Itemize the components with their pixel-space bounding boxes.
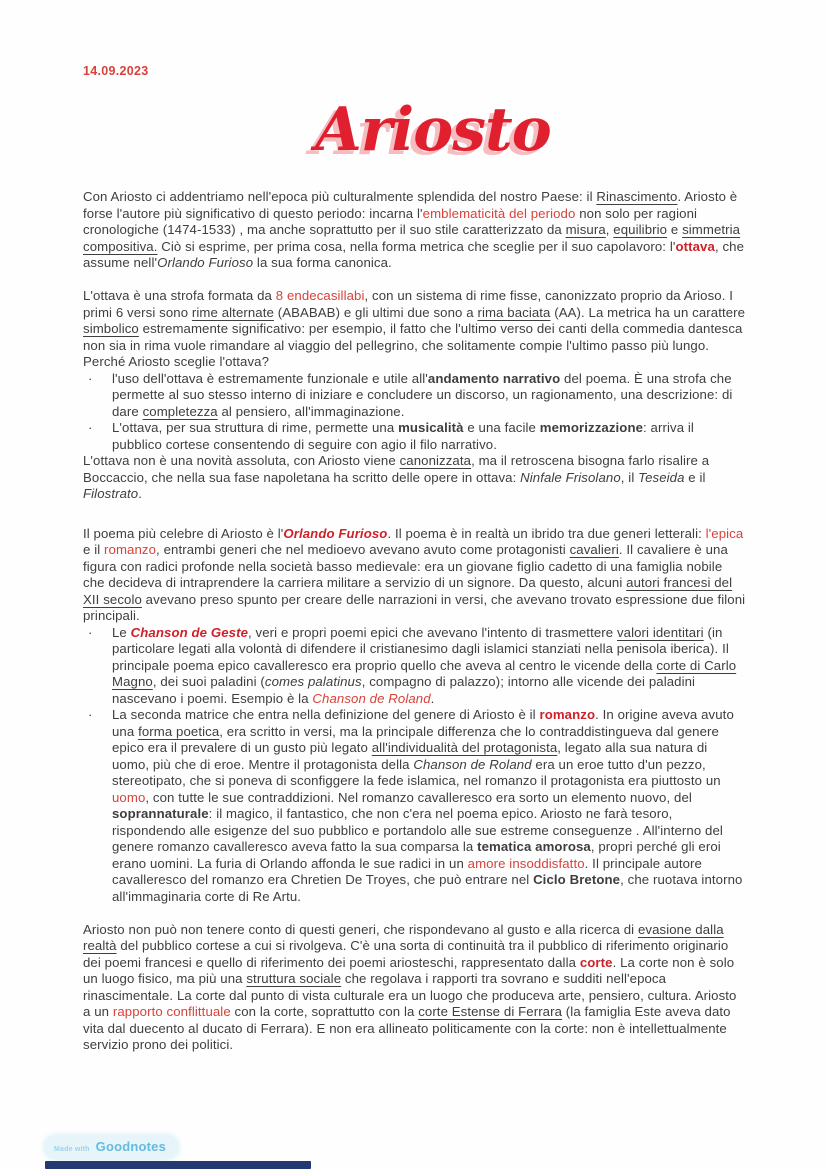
text-run: L'ottava non è una novità assoluta, con Ariosto viene [83, 453, 400, 468]
bullet-marker-icon: · [88, 420, 93, 435]
text-run: La seconda matrice che entra nella definizione del genere di Ariosto è il [112, 707, 540, 722]
text-run: Chanson de Roland [312, 690, 431, 706]
badge-prefix-label: Made with [54, 1146, 90, 1153]
text-run: Le [112, 624, 131, 640]
text-run: Il poema più celebre di Ariosto è l' [83, 525, 284, 541]
text-run: e il [684, 469, 706, 485]
text-run: Ariosto non può non tenere conto di questi generi, che rispondevano al gusto e alla ricerca di [83, 921, 638, 937]
goodnotes-badge[interactable] [44, 1135, 179, 1159]
text-run: L'ottava, per sua struttura di rime, permette una [112, 420, 399, 435]
text-run: , con tutte le sue contraddizioni. Nel romanzo cavalleresco era sorto un elemento nuovo, del [145, 789, 692, 805]
text-run: , [605, 222, 614, 237]
text-run: non solo per ragioni cronologiche (1474-1533) , ma anche soprattutto per il suo stile caratterizzato da [83, 205, 698, 237]
text-run: evasione dalla realtà [83, 921, 724, 953]
text-run: , dei suoi paladini ( [152, 674, 265, 689]
text-run: romanzo [104, 542, 157, 557]
text-run: l'uso dell'ottava è estremamente funzionale e utile all' [112, 370, 428, 386]
text-run: , legato alla sua natura di uomo, più che di eroe. Mentre il protagonista della [112, 740, 708, 772]
text-run: musicalità [398, 420, 464, 435]
text-run: (la famiglia Este aveva dato vita dal duecento al ducato di Ferrara). E non era allineato politicamente con la corte: non è intellettualmente servizio prono dei politici. [83, 1004, 731, 1052]
text-run: l'epica [705, 525, 744, 541]
bullet-marker-icon: · [88, 624, 93, 640]
text-run: . Il poema è in realtà un ibrido tra due generi letterali: [387, 525, 706, 541]
text-run: uomo [112, 789, 146, 805]
text-run: (AA). La metrica ha un carattere [550, 304, 746, 320]
text-run: . Il principale autore cavalleresco del romanzo era Chretien De Troyes, che può entrare nel [112, 855, 702, 887]
text-run: , che ruotava intorno all'immaginaria corte di Re Artu. [112, 872, 743, 904]
text-run: romanzo [539, 707, 596, 722]
bullet-marker-icon: · [88, 707, 93, 722]
text-run: corte [579, 954, 613, 970]
text-run: rime alternate [191, 304, 274, 320]
text-run: equilibrio [613, 222, 668, 237]
text-run: L'ottava è una strofa formata da [83, 288, 276, 303]
text-run: , era scritto in versi, ma la principale differenza che lo contraddistingueva dal genere epico era il prevalere di un gusto più legato [112, 723, 719, 755]
text-run: : il magico, il fantastico, che non c'era nel poema epico. Ariosto ne farà tesoro, rispondendo alle esigenze del suo pubblico e portandolo alle sue estreme conseguenze . All'interno del genere romanzo cavalleresco aveva fatto la sua comparsa la [112, 806, 723, 854]
text-run: e una facile [463, 420, 540, 435]
text-run: 8 endecasillabi [275, 288, 365, 303]
text-run: autori francesi del XII secolo [83, 575, 733, 607]
text-run: rapporto conflittuale [112, 1004, 231, 1019]
text-run: . [430, 690, 435, 706]
text-run: (in particolare legati alla volontà di difendere il cristianesimo dagli islamici stanziati nella penisola iberica). Il principale poema epico cavalleresco era proprio quello che aveva al centro le vicende della [112, 624, 729, 673]
text-run: . Il cavaliere è una figura con radici profonde nella società basso medievale: era un giovane figlio cadetto di una famiglia nobile che decideva di intraprendere la carriera militare a servizio di un signore. Da questo, alcuni [83, 542, 728, 590]
bullet-item [83, 707, 747, 905]
text-run: valori identitari [616, 624, 704, 640]
text-run: Chanson de Geste [130, 624, 249, 640]
text-run: cavalieri [569, 542, 619, 557]
text-run: rima baciata [477, 304, 551, 320]
text-run: comes palatinus [264, 674, 362, 689]
text-run: . In origine aveva avuto una [112, 707, 734, 739]
text-run: . La corte non è solo un luogo fisico, ma più una [83, 954, 735, 986]
text-run: estremamente significativo: per esempio, il fatto che l'ultimo verso dei canti della commedia dantesca non sia in rima vuole rimandare al viaggio del pellegrino, che solitamente compie l'ultimo passo più lungo. Perché Ariosto sceglie l'ottava? [83, 321, 743, 369]
text-run: Orlando Furioso [283, 525, 388, 541]
text-run: e [667, 222, 683, 237]
text-run: , il [620, 469, 639, 485]
text-run: Ninfale Frisolano [520, 469, 621, 485]
text-run: del pubblico cortese a cui si rivolgeva. C'è una sorta di continuità tra il pubblico di riferimento originario dei poemi francesi e quello di riferimento dei poemi ariosteschi, rappresentato dalla [83, 938, 729, 970]
text-run: Con Ariosto ci addentriamo nell'epoca più culturalmente splendida del nostro Paese: il [83, 189, 597, 204]
text-run: , che assume nell' [83, 238, 745, 270]
text-run: memorizzazione [539, 420, 644, 435]
text-run: Ciclo Bretone [533, 872, 621, 887]
text-run: tematica amorosa [477, 839, 591, 854]
text-run: , veri e propri poemi epici che avevano l'intento di trasmettere [248, 624, 617, 640]
paragraph [83, 453, 747, 503]
text-run: misura [565, 222, 606, 237]
paragraph [83, 189, 747, 272]
text-run: emblematicità del periodo [422, 205, 576, 221]
text-run: con la corte, soprattutto con la [230, 1004, 419, 1019]
bullet-item [83, 625, 747, 708]
text-run: e il [83, 542, 105, 557]
text-run: Teseida [638, 469, 685, 485]
text-run: canonizzata [399, 453, 472, 468]
text-run: amore insoddisfatto [467, 855, 585, 871]
text-run: , con un sistema di rime fisse, canonizzato proprio da Arioso. I primi 6 versi sono [83, 288, 734, 320]
text-run: Rinascimento [596, 189, 678, 204]
bullet-marker-icon: · [88, 370, 93, 386]
text-run: era un eroe tutto d'un pezzo, stereotipato, che si poneva di sconfiggere la fede islamica, nel romanzo il protagonista era piuttosto un [112, 756, 721, 788]
goodnotes-logo: Goodnotes [95, 1139, 167, 1154]
next-page-preview-bar [45, 1161, 311, 1169]
text-run: forma poetica [138, 723, 220, 739]
paragraph [83, 288, 747, 371]
text-run: . Ariosto è forse l'autore più significativo di questo periodo: incarna l' [83, 189, 738, 221]
text-run: , entrambi generi che nel medioevo avevano avuto come protagonisti [156, 542, 570, 557]
text-run: Orlando Furioso [157, 255, 254, 270]
paragraph [83, 922, 747, 1054]
text-run: simmetria compositiva. [83, 222, 741, 254]
text-run: . [138, 486, 142, 501]
text-run: avevano preso spunto per creare delle narrazioni in versi, che avevano trovato espressione due filoni principali. [83, 591, 746, 623]
text-run: Filostrato [83, 486, 139, 501]
text-run: del poema. È una strofa che permette al suo stesso interno di iniziare e concludere un discorso, un ragionamento, una descrizione: di dare [112, 370, 733, 419]
text-run: Chanson de Roland [413, 756, 532, 772]
text-run: completezza [142, 403, 218, 419]
text-run: andamento narrativo [427, 370, 561, 386]
text-run: struttura sociale [246, 971, 342, 986]
text-run: , compagno di palazzo); intorno alle vicende dei paladini nascevano i poemi. Esempio è la [112, 674, 696, 706]
text-run: al pensiero, all'immaginazione. [217, 403, 405, 419]
text-run: che regolava i rapporti tra sovrano e sudditi nell'epoca rinascimentale. La corte dal punto di vista culturale era un luogo che produceva arte, pensiero, cultura. Ariosto a un [83, 971, 737, 1019]
text-run: , propri perché gli eroi erano uomini. La furia di Orlando affonda le sue radici in un [112, 839, 721, 871]
bullet-item [83, 420, 747, 453]
note-date: 14.09.2023 [83, 64, 149, 78]
text-run: soprannaturale [112, 806, 209, 821]
text-run: all'individualità del protagonista [371, 740, 558, 755]
document-body [83, 189, 747, 1054]
text-run: (ABABAB) e gli ultimi due sono a [273, 304, 478, 320]
text-run: la sua forma canonica. [253, 255, 392, 270]
page-title: Ariosto [315, 95, 551, 165]
text-run: ottava [675, 238, 715, 254]
text-run: corte di Carlo Magno [112, 657, 737, 689]
paragraph [83, 526, 747, 625]
text-run: , ma il retroscena bisogna farlo risalire a Boccaccio, che nella sua fase napoletana ha scritto delle opere in ottava: [83, 453, 710, 485]
bullet-item [83, 371, 747, 421]
text-run: simbolico [83, 321, 139, 336]
text-run: corte Estense di Ferrara [418, 1004, 563, 1019]
text-run: Ciò si esprime, per prima cosa, nella forma metrica che sceglie per il suo capolavoro: l' [157, 238, 676, 254]
text-run: : arriva il pubblico cortese consentendo di seguire con agio il filo narrativo. [112, 420, 694, 452]
